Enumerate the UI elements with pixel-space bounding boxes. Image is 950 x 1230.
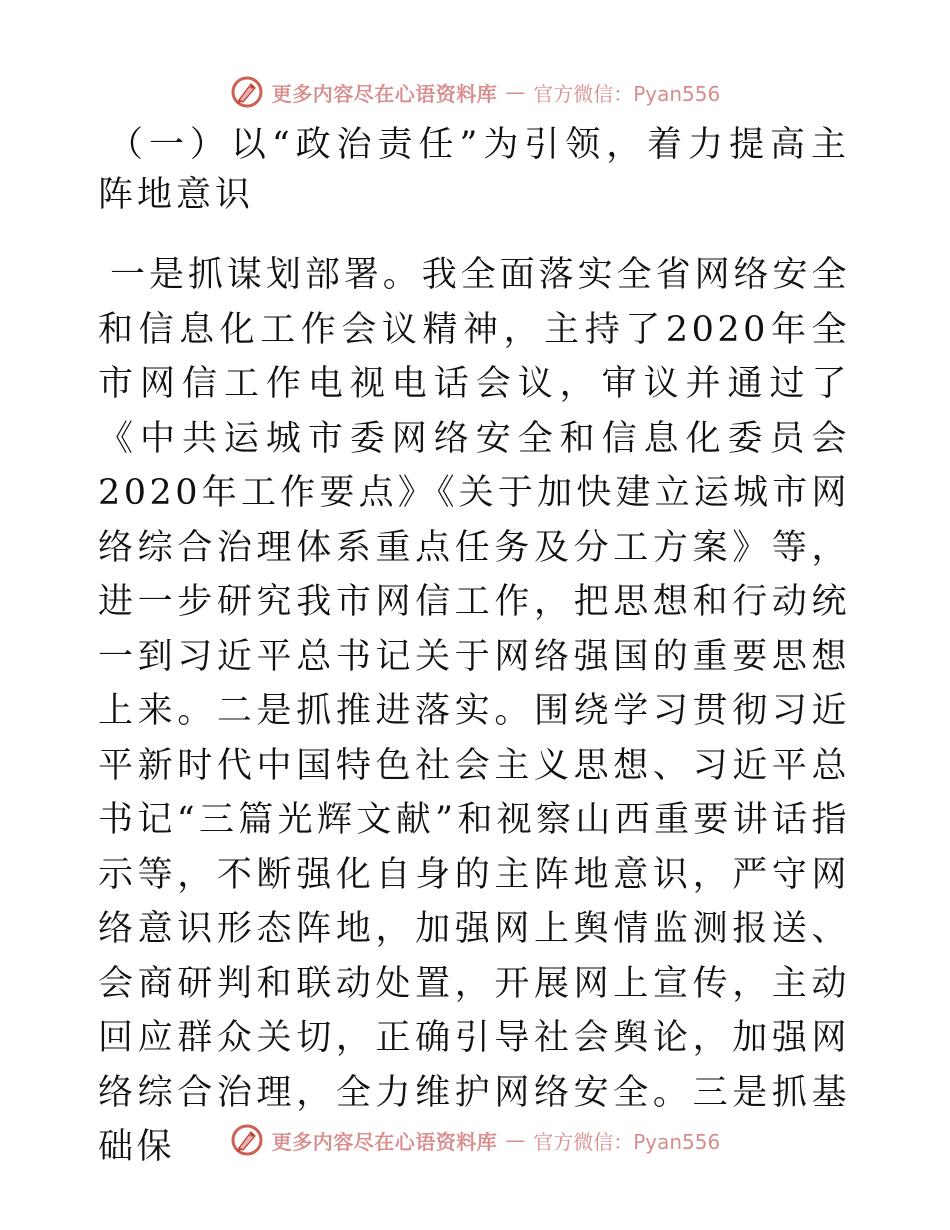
footer-watermark — [0, 1118, 950, 1162]
watermark-separator: — — [505, 80, 526, 104]
body-paragraph: 一是抓谋划部署。我全面落实全省网络安全和信息化工作会议精神，主持了2020年全市网信工作电视电话会议，审议并通过了《中共运城市委网络安全和信息化委员会2020年工作要点》《关于加快建立运城市网络综合治理体系重点任务及分工方案》等，进一步研究我市网信工作，把思想和行动统一到习近平总书记关于网络强国的重要思想上来。二是抓推进落实。围绕学习贯彻习近平新时代中国特色社会主义思想、习近平总书记“三篇光辉文献”和视察山西重要讲话指示等，不断强化自身的主阵地意识，严守网络意识形态阵地，加强网上舆情监测报送、会商研判和联动处置，开展网上宣传，主动回应群众关切，正确引导社会舆论，加强网络综合治理，全力维护网络安全。三是抓基础保 — [98, 255, 850, 1167]
watermark-contact: 官方微信：Pyan556 — [533, 81, 721, 106]
document-body — [98, 120, 850, 1175]
header-watermark — [0, 70, 950, 114]
pen-nib-circle-icon — [230, 75, 264, 109]
watermark-contact: 官方微信：Pyan556 — [533, 1129, 721, 1154]
pen-nib-circle-icon — [230, 1123, 264, 1157]
section-heading: （一）以“政治责任”为引领，着力提高主阵地意识 — [98, 125, 850, 215]
watermark-text: 更多内容尽在心语资料库 — [271, 81, 498, 106]
watermark-separator: — — [505, 1128, 526, 1152]
watermark-text: 更多内容尽在心语资料库 — [271, 1129, 498, 1154]
